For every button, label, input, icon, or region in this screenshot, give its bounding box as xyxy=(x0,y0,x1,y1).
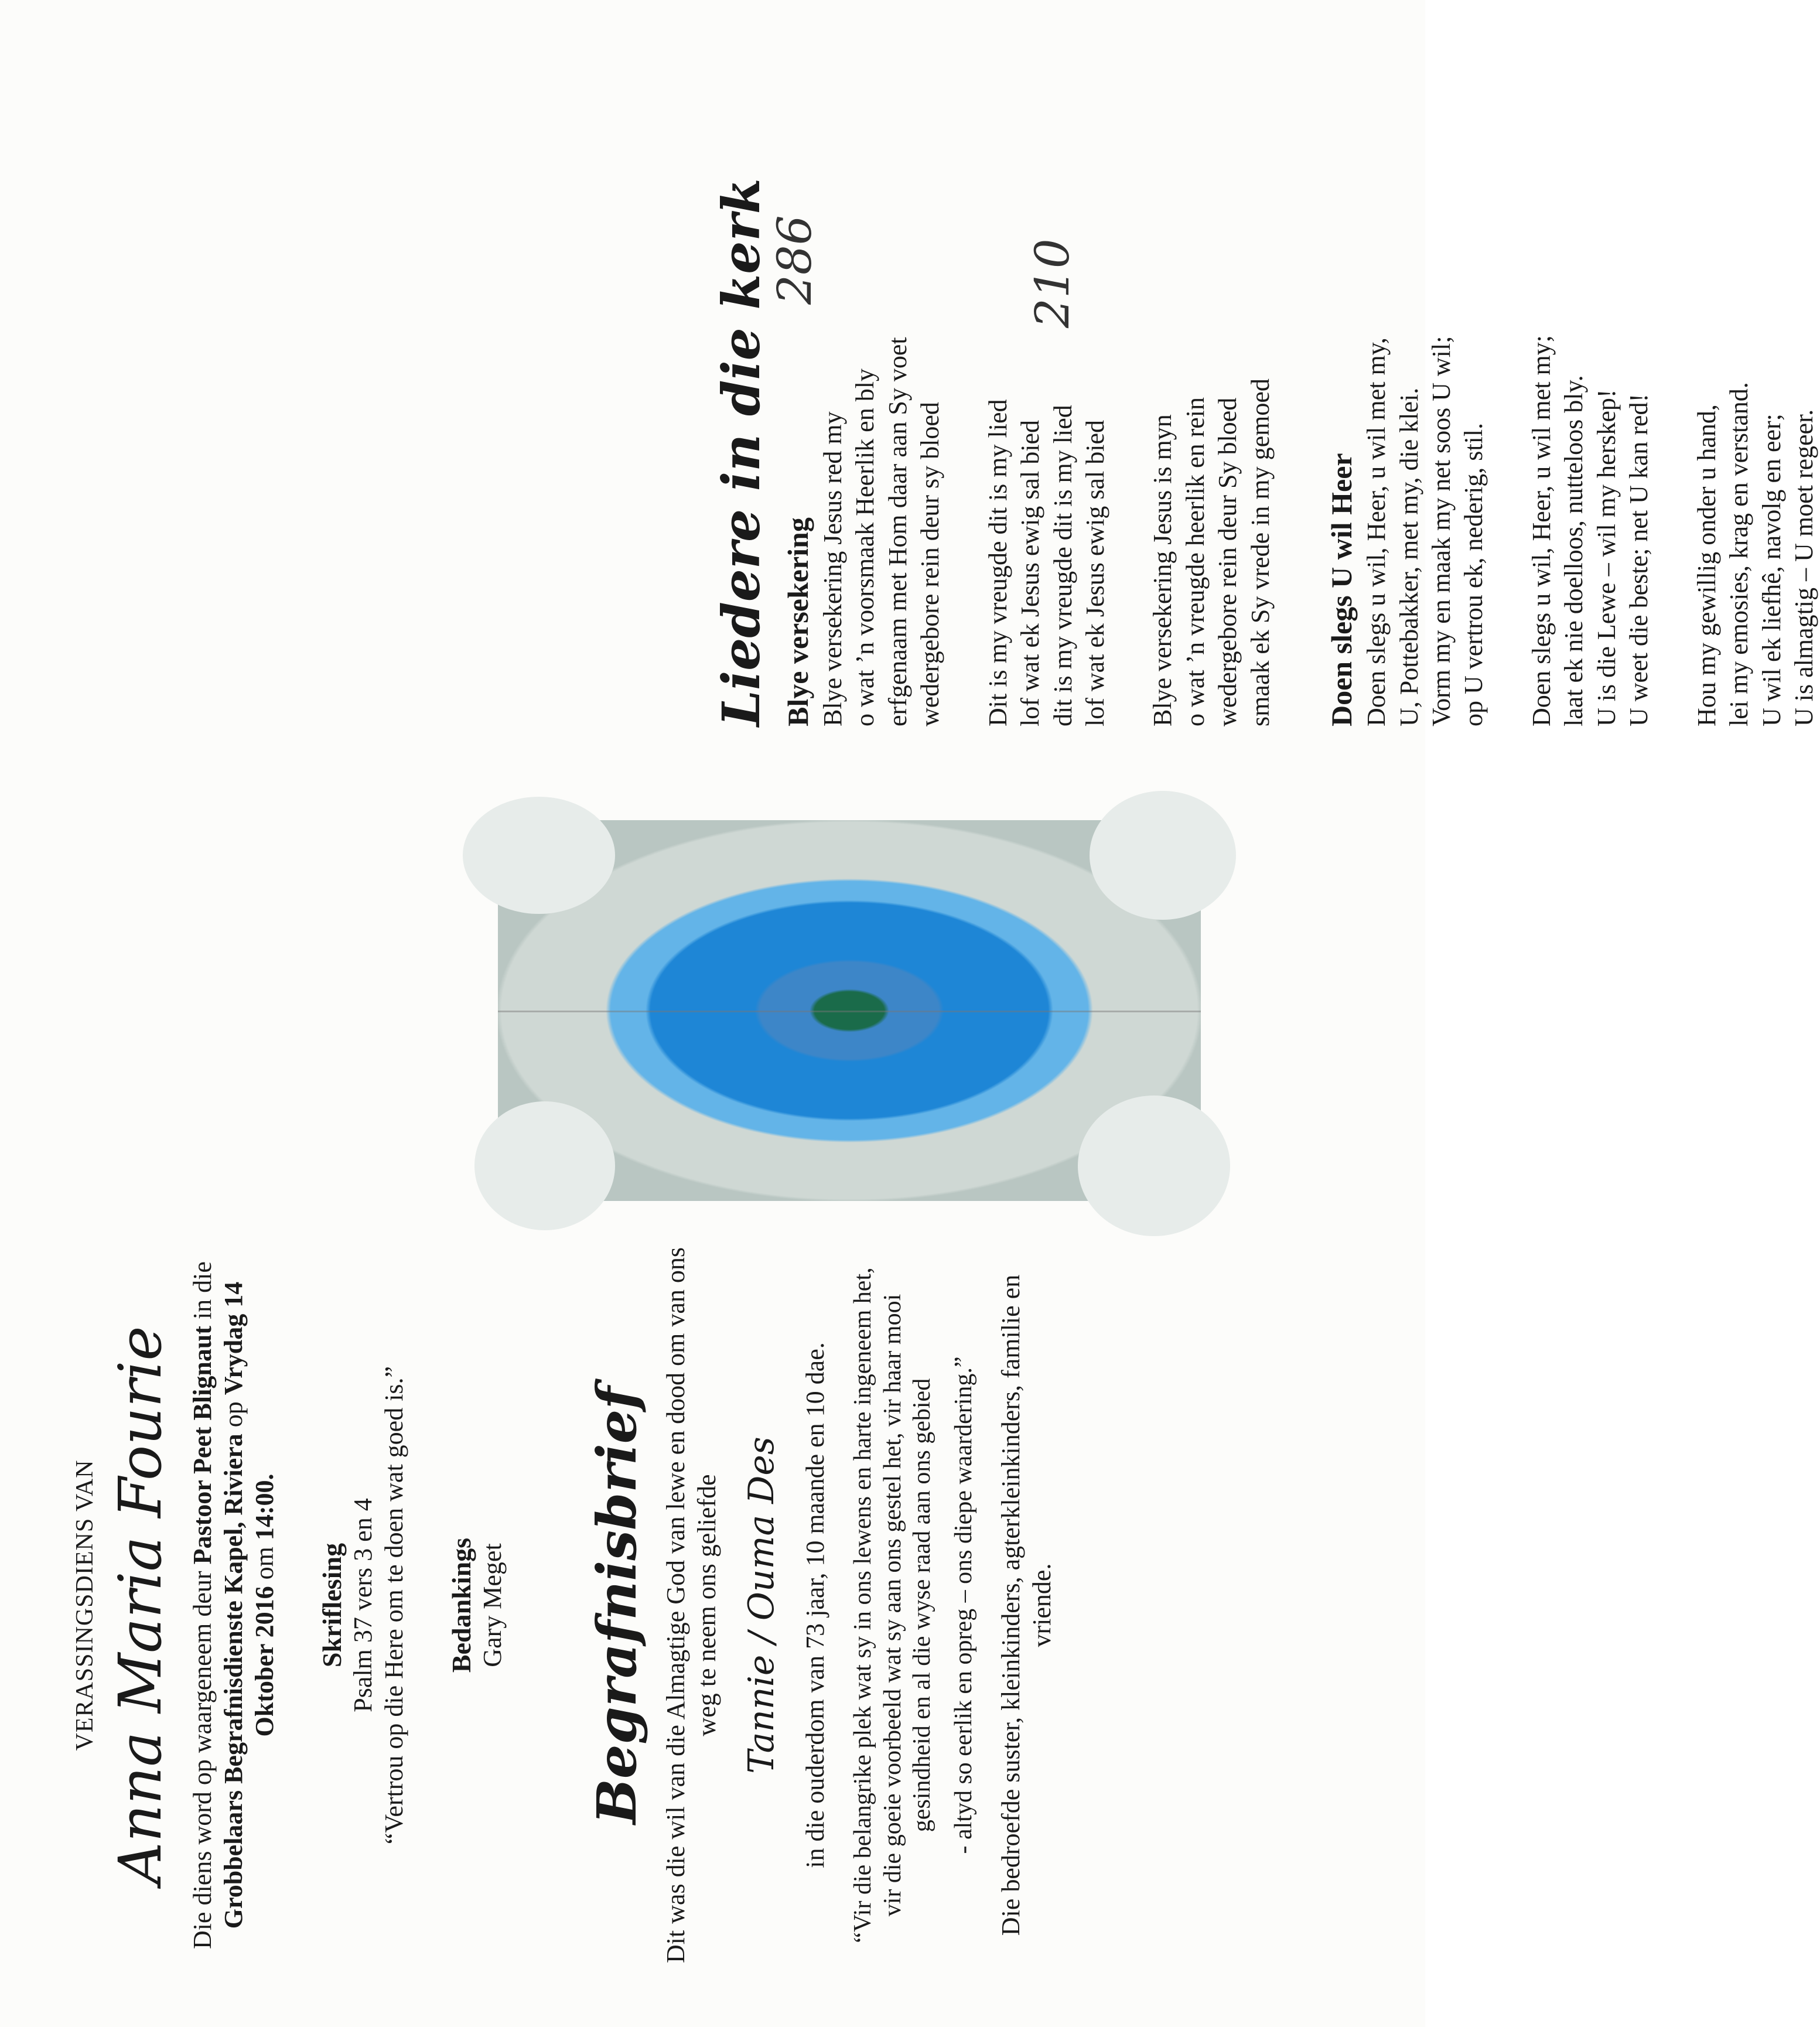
deceased-name: Anna Maria Fourie xyxy=(106,1326,175,1885)
service-details xyxy=(187,1254,280,1957)
pebble xyxy=(1078,1096,1230,1236)
song2-stanza-2 xyxy=(1525,35,1655,726)
service-text-4: om xyxy=(250,1540,279,1586)
lyric-line: op U vertrou ek, nederig, stil. xyxy=(1459,422,1488,726)
lyric-line: U is die Lewe – wil my herskep! xyxy=(1592,389,1621,726)
lyric-line: lof wat ek Jesus ewig sal bied xyxy=(1080,420,1109,726)
hymns-title: Liedere in die kerk xyxy=(711,178,771,726)
notice-quote: “Vir die belangrike plek wat sy in ons lewens en harte ingeneem het, vir die goeie voorbeeld wat sy aan ons gestel het, vir haar mooi gesindheid en al die wyse raad aan ons gebied xyxy=(849,1267,936,1943)
lyric-line: laat ek nie doelloos, nutteloos bly. xyxy=(1559,375,1589,726)
song2-stanza-3 xyxy=(1691,35,1820,726)
song2-stanza-1 xyxy=(1360,35,1490,726)
lyric-line: erfgenaam met Hom daar aan Sy voet xyxy=(883,337,912,726)
lyric-line: wedergebore rein deur sy bloed xyxy=(916,402,945,726)
lyric-line: U, Pottebakker, met my, die klei. xyxy=(1394,387,1423,726)
lyric-line: lof wat ek Jesus ewig sal bied xyxy=(1016,420,1045,726)
lyric-line: dit is my vreugde dit is my lied xyxy=(1048,405,1077,726)
lyric-line: o wat ’n voorsmaak Heerlik en bly xyxy=(851,368,880,726)
lyric-line: wedergebore rein deur Sy bloed xyxy=(1213,397,1242,726)
lyric-line: Hou my gewillig onder u hand, xyxy=(1692,404,1721,726)
notice-title: Begrafnisbrief xyxy=(585,1386,648,1824)
lyric-line: Vorm my en maak my net soos U wil; xyxy=(1427,336,1456,726)
reading-ref: Psalm 37 vers 3 en 4 xyxy=(348,1498,377,1712)
thanks-title: Bedankings xyxy=(446,1537,476,1673)
reading-title: Skriflesing xyxy=(316,1543,347,1668)
reading-quote: “Vertrou op die Here om te doen wat goed is.” xyxy=(379,1366,408,1845)
lyric-line: U is almagtig – U moet regeer. xyxy=(1789,409,1818,726)
lyric-line: Blye versekering Jesus is myn xyxy=(1148,414,1177,726)
song1-stanza-3 xyxy=(1146,35,1276,726)
notice-name: Tannie / Ouma Des xyxy=(740,1436,782,1774)
handwritten-note-2: 286 xyxy=(767,215,822,305)
lyric-line: lei my emosies, krag en verstand. xyxy=(1725,382,1754,726)
lyric-line: Blye versekering Jesus red my xyxy=(818,411,847,726)
fold-crease xyxy=(498,1011,1201,1012)
lyric-line: U weet die beste; net U kan red! xyxy=(1624,393,1654,726)
notice-paragraph: Dit was die wil van die Almagtige God van lewe en dood om van ons weg te neem ons geliefde xyxy=(661,1247,721,1963)
pebble xyxy=(1090,791,1236,920)
service-text-2: in die xyxy=(188,1261,217,1326)
song2-title: Doen slegs U wil Heer xyxy=(1325,453,1358,726)
lyric-line: o wat ’n vreugde heerlik en rein xyxy=(1180,397,1210,726)
service-time: 14:00. xyxy=(250,1473,279,1541)
lyric-line: smaak ek Sy vrede in my gemoed xyxy=(1245,378,1275,726)
song1-stanza-2 xyxy=(982,35,1112,726)
lyric-line: Doen slegs u wil, Heer, u wil met my; xyxy=(1527,335,1556,726)
lyric-line: U wil ek liefhê, navolg en eer; xyxy=(1757,414,1786,726)
song1-title: Blye versekering xyxy=(781,517,814,726)
service-text-3: op xyxy=(219,1395,248,1434)
service-text-1: Die diens word op waargeneem deur xyxy=(188,1564,217,1949)
service-pastor: Pastoor Peet Blignaut xyxy=(188,1326,217,1565)
hymns-panel xyxy=(703,35,1818,738)
lyric-line: Dit is my vreugde dit is my lied xyxy=(983,399,1012,726)
thanks-name: Gary Meget xyxy=(477,1543,507,1667)
service-panel xyxy=(47,1219,1306,1992)
lyric-line: Doen slegs u wil, Heer, u wil met my, xyxy=(1362,337,1391,726)
notice-quote-end: - altyd so eerlik en opreg – ons diepe waardering.” xyxy=(950,1356,977,1854)
pebble xyxy=(463,797,615,914)
pebble xyxy=(474,1101,615,1230)
service-venue: Grobbelaars Begrafnisdienste Kapel, Riviera xyxy=(219,1434,248,1929)
service-date: Vrydag 14 Oktober 2016 xyxy=(219,1281,279,1737)
notice-age: in die ouderdom van 73 jaar, 10 maande en 10 dae. xyxy=(800,1342,829,1868)
blue-flower-photo xyxy=(498,820,1201,1201)
service-header: VERASSINGSDIENS VAN xyxy=(71,1459,98,1751)
handwritten-note-1: 210 xyxy=(1025,238,1080,328)
notice-family: Die bedroefde suster, kleinkinders, agterkleinkinders, familie en vriende. xyxy=(996,1274,1056,1936)
song1-stanza-1 xyxy=(817,35,947,726)
